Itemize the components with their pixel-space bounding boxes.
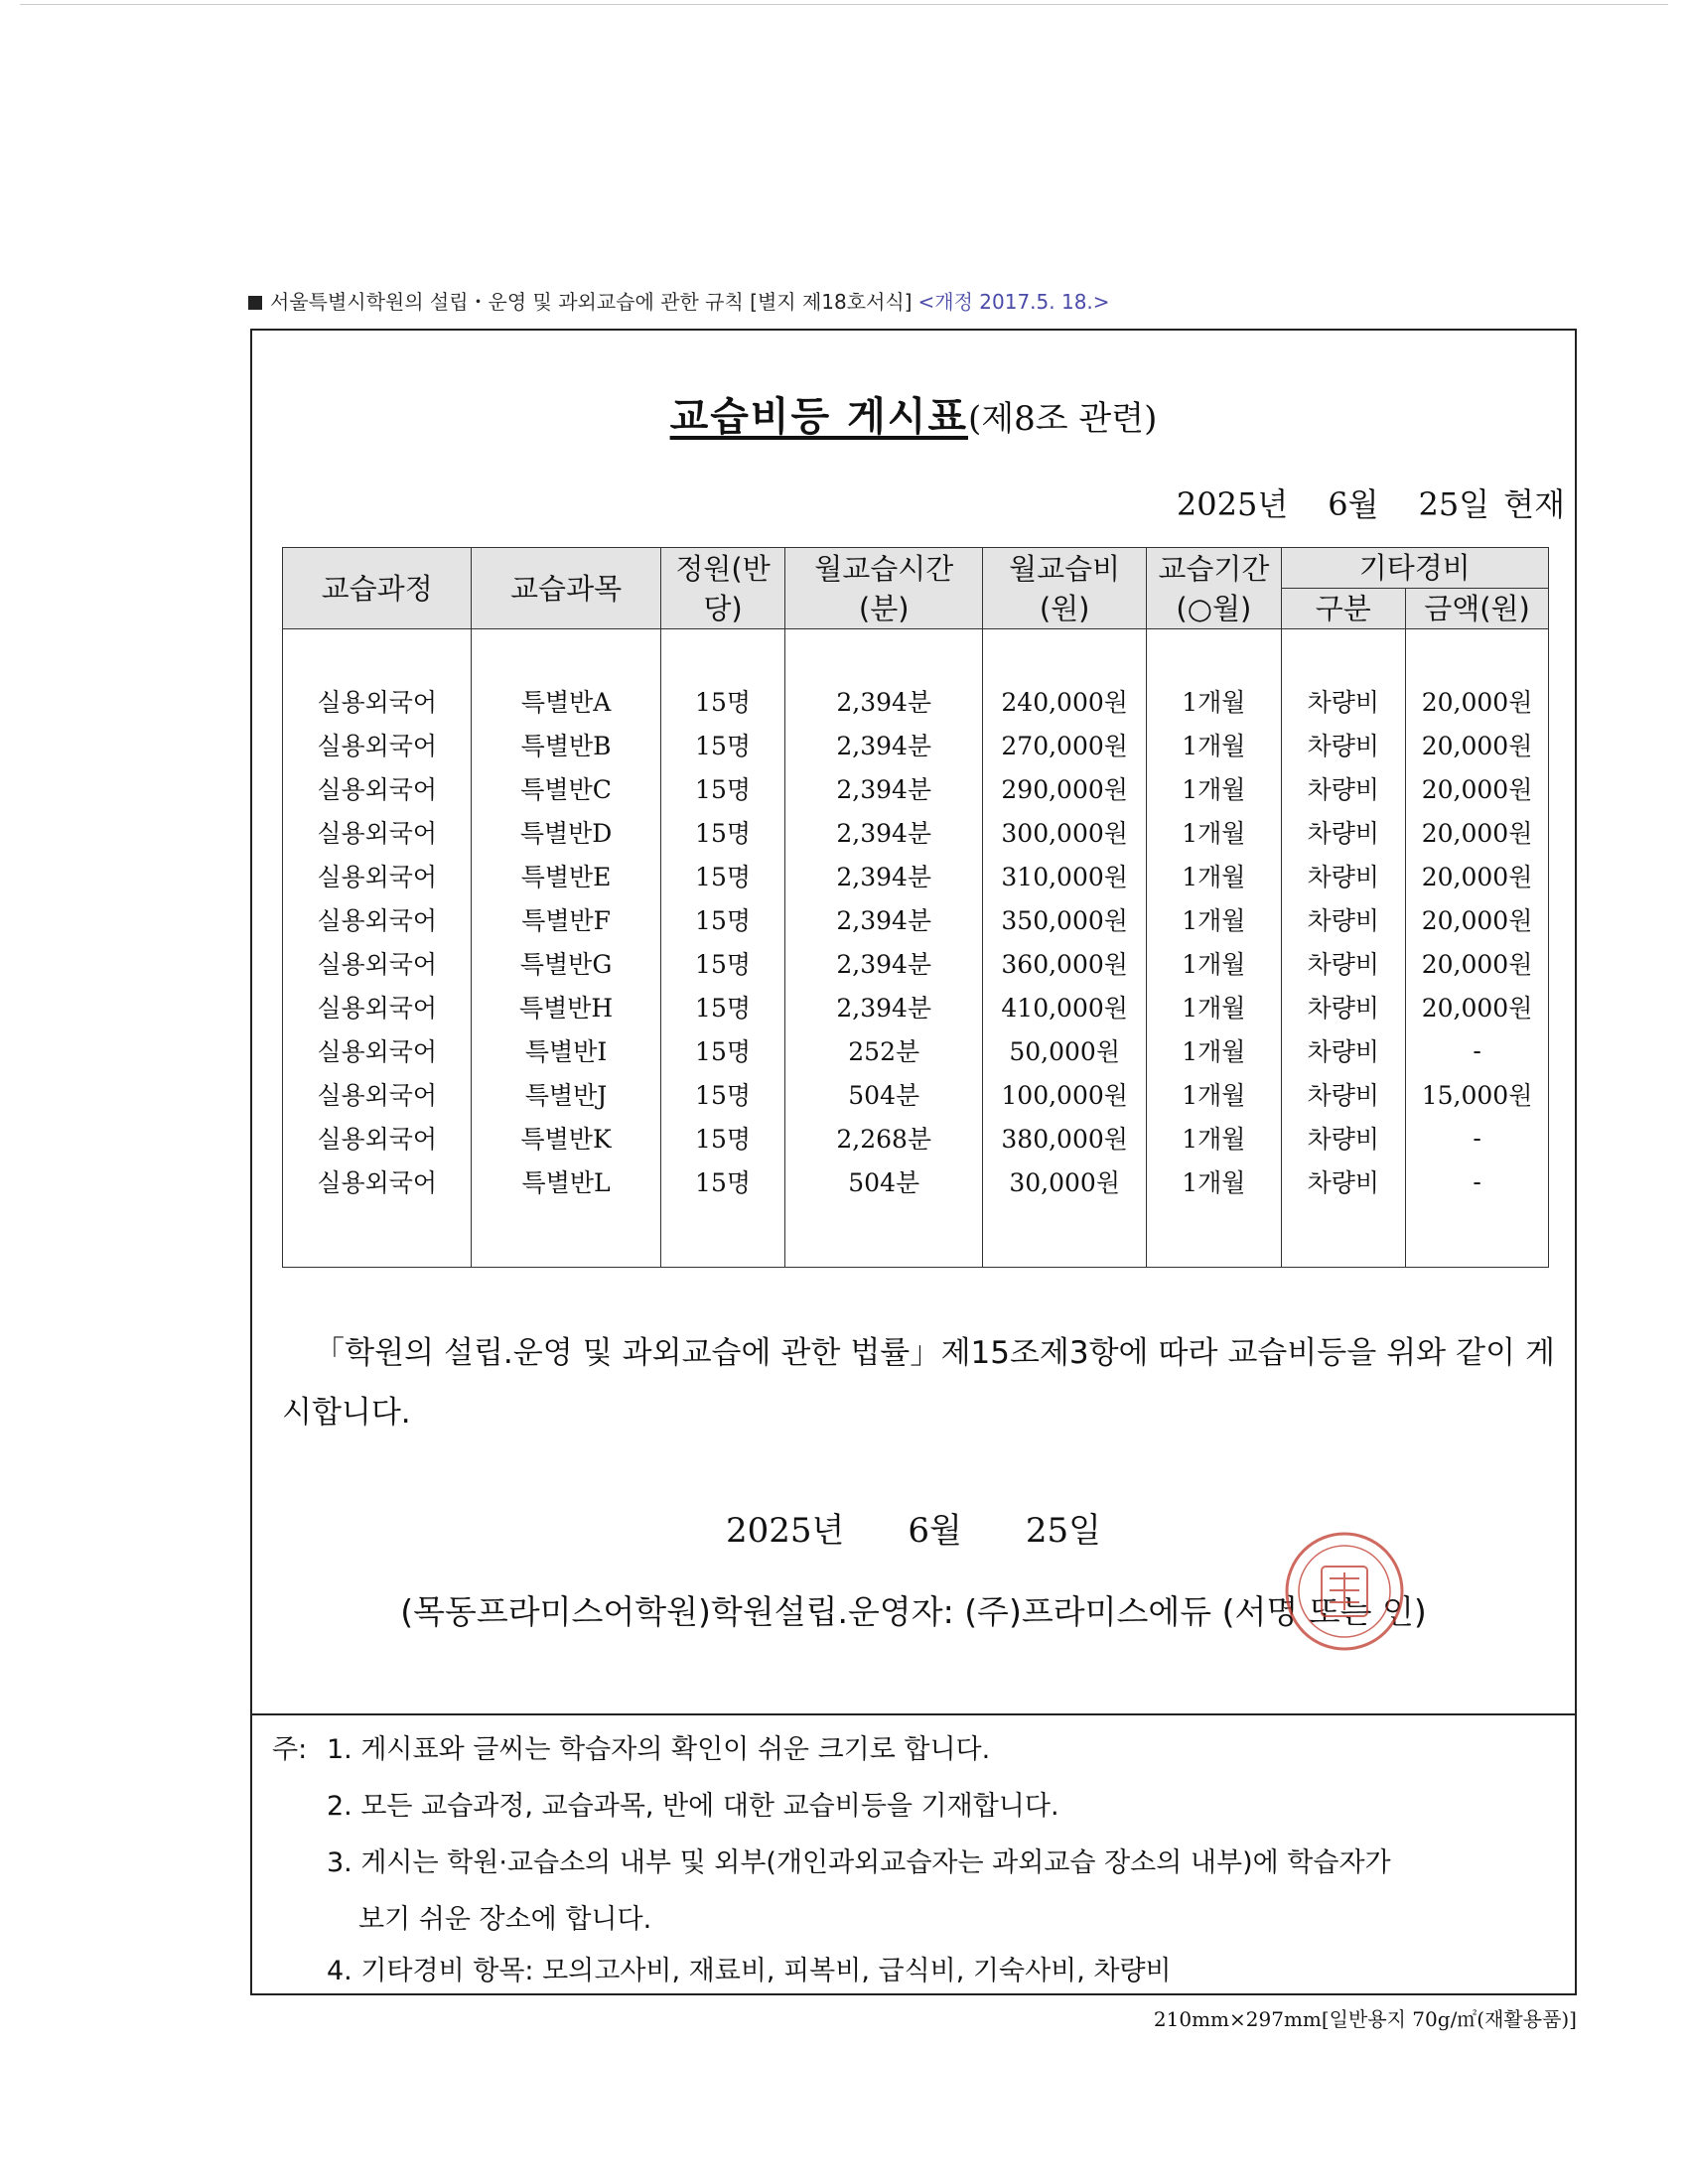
operator-name: (주)프라미스에듀 (964, 1592, 1212, 1631)
cell-subject: 특별반D (472, 810, 660, 854)
cell-course: 실용외국어 (283, 985, 472, 1028)
notes-section (252, 1713, 1575, 1993)
cell-period: 1개월 (1147, 854, 1281, 897)
cell-monthly-hours: 2,394분 (785, 723, 983, 766)
cell-capacity: 15명 (660, 679, 785, 723)
cell-period: 1개월 (1147, 941, 1281, 985)
cell-course: 실용외국어 (283, 1116, 472, 1160)
cell-monthly-fee: 290,000원 (983, 766, 1147, 810)
cell-course: 실용외국어 (283, 766, 472, 810)
cell-expense-category: 차량비 (1281, 810, 1406, 854)
cell-expense-amount: - (1406, 1028, 1549, 1072)
cell-course: 실용외국어 (283, 810, 472, 854)
cell-monthly-fee: 350,000원 (983, 897, 1147, 941)
header-monthly-fee: 월교습비(원) (983, 548, 1147, 629)
title-main: 교습비등 게시표 (669, 394, 969, 440)
sign-month: 6월 (908, 1511, 962, 1551)
cell-expense-category: 차량비 (1281, 1160, 1406, 1203)
cell-expense-category: 차량비 (1281, 854, 1406, 897)
cell-subject: 특별반K (472, 1116, 660, 1160)
cell-expense-category: 차량비 (1281, 941, 1406, 985)
table-row (283, 723, 1549, 766)
cell-course: 실용외국어 (283, 679, 472, 723)
table-row (283, 897, 1549, 941)
cell-period: 1개월 (1147, 723, 1281, 766)
cell-monthly-fee: 100,000원 (983, 1072, 1147, 1116)
cell-monthly-fee: 30,000원 (983, 1160, 1147, 1203)
cell-monthly-hours: 2,394분 (785, 985, 983, 1028)
cell-monthly-fee: 410,000원 (983, 985, 1147, 1028)
header-period: 교습기간(○월) (1147, 548, 1281, 629)
table-row (283, 1028, 1549, 1072)
cell-monthly-fee: 380,000원 (983, 1116, 1147, 1160)
cell-subject: 특별반F (472, 897, 660, 941)
note-item: 4. 기타경비 항목: 모의고사비, 재료비, 피복비, 급식비, 기숙사비, 차량비 (327, 1956, 1172, 1986)
note-item: 3. 게시는 학원·교습소의 내부 및 외부(개인과외교습자는 과외교습 장소의 내부)에 학습자가 (327, 1847, 1391, 1878)
form-reference (248, 286, 1110, 315)
as-of-year: 2025년 (1176, 485, 1289, 523)
table-row (283, 766, 1549, 810)
cell-expense-category: 차량비 (1281, 723, 1406, 766)
cell-expense-category: 차량비 (1281, 1028, 1406, 1072)
cell-subject: 특별반E (472, 854, 660, 897)
cell-expense-amount: 20,000원 (1406, 766, 1549, 810)
note-item: 1. 게시표와 글씨는 학습자의 확인이 쉬운 크기로 합니다. (327, 1734, 991, 1765)
cell-expense-category: 차량비 (1281, 985, 1406, 1028)
cell-monthly-hours: 504분 (785, 1160, 983, 1203)
cell-monthly-hours: 2,394분 (785, 810, 983, 854)
cell-period: 1개월 (1147, 1160, 1281, 1203)
cell-subject: 특별반G (472, 941, 660, 985)
cell-capacity: 15명 (660, 941, 785, 985)
as-of-month: 6월 (1328, 485, 1379, 523)
cell-expense-amount: 20,000원 (1406, 810, 1549, 854)
table-row (283, 1116, 1549, 1160)
note-item-continued: 보기 쉬운 장소에 합니다. (358, 1904, 652, 1935)
cell-expense-amount: 20,000원 (1406, 854, 1549, 897)
sign-day: 25일 (1025, 1511, 1101, 1551)
form-reference-text: 서울특별시학원의 설립・운영 및 과외교습에 관한 규칙 [별지 제18호서식] (270, 290, 913, 314)
cell-expense-category: 차량비 (1281, 1072, 1406, 1116)
title-sub: (제8조 관련) (968, 399, 1158, 439)
cell-capacity: 15명 (660, 810, 785, 854)
header-amount: 금액(원) (1406, 589, 1549, 629)
cell-subject: 특별반C (472, 766, 660, 810)
cell-capacity: 15명 (660, 897, 785, 941)
cell-subject: 특별반L (472, 1160, 660, 1203)
revision-date: <개정 2017.5. 18.> (917, 290, 1110, 314)
scan-edge-line (20, 4, 1668, 5)
as-of-day: 25일 (1418, 485, 1490, 523)
cell-expense-amount: 20,000원 (1406, 985, 1549, 1028)
cell-course: 실용외국어 (283, 1160, 472, 1203)
header-monthly-hours: 월교습시간(분) (785, 548, 983, 629)
cell-expense-category: 차량비 (1281, 897, 1406, 941)
cell-monthly-hours: 2,394분 (785, 679, 983, 723)
sign-or-seal-note: (서명 또는 인) (1221, 1592, 1427, 1631)
document-title (252, 385, 1575, 442)
cell-period: 1개월 (1147, 1028, 1281, 1072)
cell-period: 1개월 (1147, 985, 1281, 1028)
cell-expense-category: 차량비 (1281, 679, 1406, 723)
cell-subject: 특별반J (472, 1072, 660, 1116)
cell-period: 1개월 (1147, 1116, 1281, 1160)
header-category: 구분 (1281, 589, 1406, 629)
table-row (283, 810, 1549, 854)
header-subject: 교습과목 (472, 548, 660, 629)
cell-capacity: 15명 (660, 1072, 785, 1116)
cell-expense-amount: 20,000원 (1406, 679, 1549, 723)
table-row (283, 941, 1549, 985)
posting-statement: 「학원의 설립.운영 및 과외교습에 관한 법률」제15조제3항에 따라 교습비등을 위와 같이 게시합니다. (282, 1335, 1555, 1431)
cell-capacity: 15명 (660, 985, 785, 1028)
header-course: 교습과정 (283, 548, 472, 629)
sign-year: 2025년 (726, 1511, 845, 1551)
table-row (283, 854, 1549, 897)
cell-monthly-fee: 270,000원 (983, 723, 1147, 766)
cell-capacity: 15명 (660, 1160, 785, 1203)
cell-subject: 특별반B (472, 723, 660, 766)
cell-period: 1개월 (1147, 897, 1281, 941)
fee-table (282, 547, 1549, 1268)
cell-monthly-fee: 360,000원 (983, 941, 1147, 985)
cell-expense-amount: 20,000원 (1406, 897, 1549, 941)
cell-monthly-hours: 504분 (785, 1072, 983, 1116)
cell-course: 실용외국어 (283, 1072, 472, 1116)
cell-course: 실용외국어 (283, 723, 472, 766)
table-row (283, 679, 1549, 723)
form-frame (250, 329, 1577, 1995)
paper-spec: 210mm×297mm[일반용지 70g/㎡(재활용품)] (1153, 2007, 1577, 2031)
cell-course: 실용외국어 (283, 941, 472, 985)
operator-label: (목동프라미스어학원)학원설립.운영자: (400, 1592, 954, 1631)
table-row (283, 1072, 1549, 1116)
cell-subject: 특별반A (472, 679, 660, 723)
cell-course: 실용외국어 (283, 897, 472, 941)
square-bullet-icon (248, 296, 262, 310)
note-item: 2. 모든 교습과정, 교습과목, 반에 대한 교습비등을 기재합니다. (327, 1791, 1059, 1822)
cell-capacity: 15명 (660, 854, 785, 897)
cell-monthly-fee: 50,000원 (983, 1028, 1147, 1072)
cell-expense-category: 차량비 (1281, 766, 1406, 810)
cell-capacity: 15명 (660, 1116, 785, 1160)
cell-expense-amount: - (1406, 1160, 1549, 1203)
cell-monthly-hours: 2,394분 (785, 766, 983, 810)
cell-expense-amount: 20,000원 (1406, 723, 1549, 766)
cell-monthly-hours: 2,268분 (785, 1116, 983, 1160)
header-capacity: 정원(반당) (660, 548, 785, 629)
cell-period: 1개월 (1147, 1072, 1281, 1116)
table-row (283, 985, 1549, 1028)
cell-monthly-hours: 2,394분 (785, 941, 983, 985)
cell-expense-amount: 20,000원 (1406, 941, 1549, 985)
cell-monthly-fee: 300,000원 (983, 810, 1147, 854)
cell-monthly-fee: 240,000원 (983, 679, 1147, 723)
table-row (283, 1160, 1549, 1203)
notes-label: 주: (272, 1734, 308, 1765)
cell-period: 1개월 (1147, 679, 1281, 723)
cell-expense-amount: - (1406, 1116, 1549, 1160)
company-seal-stamp-icon (1280, 1527, 1409, 1656)
header-other-expenses: 기타경비 (1281, 548, 1548, 589)
cell-monthly-fee: 310,000원 (983, 854, 1147, 897)
cell-subject: 특별반H (472, 985, 660, 1028)
cell-monthly-hours: 252분 (785, 1028, 983, 1072)
cell-period: 1개월 (1147, 766, 1281, 810)
cell-capacity: 15명 (660, 723, 785, 766)
as-of-suffix: 현재 (1503, 485, 1565, 523)
cell-expense-amount: 15,000원 (1406, 1072, 1549, 1116)
cell-monthly-hours: 2,394분 (785, 854, 983, 897)
cell-expense-category: 차량비 (1281, 1116, 1406, 1160)
cell-monthly-hours: 2,394분 (785, 897, 983, 941)
cell-period: 1개월 (1147, 810, 1281, 854)
cell-course: 실용외국어 (283, 854, 472, 897)
cell-subject: 특별반I (472, 1028, 660, 1072)
cell-capacity: 15명 (660, 1028, 785, 1072)
cell-course: 실용외국어 (283, 1028, 472, 1072)
cell-capacity: 15명 (660, 766, 785, 810)
as-of-date (1137, 479, 1565, 525)
